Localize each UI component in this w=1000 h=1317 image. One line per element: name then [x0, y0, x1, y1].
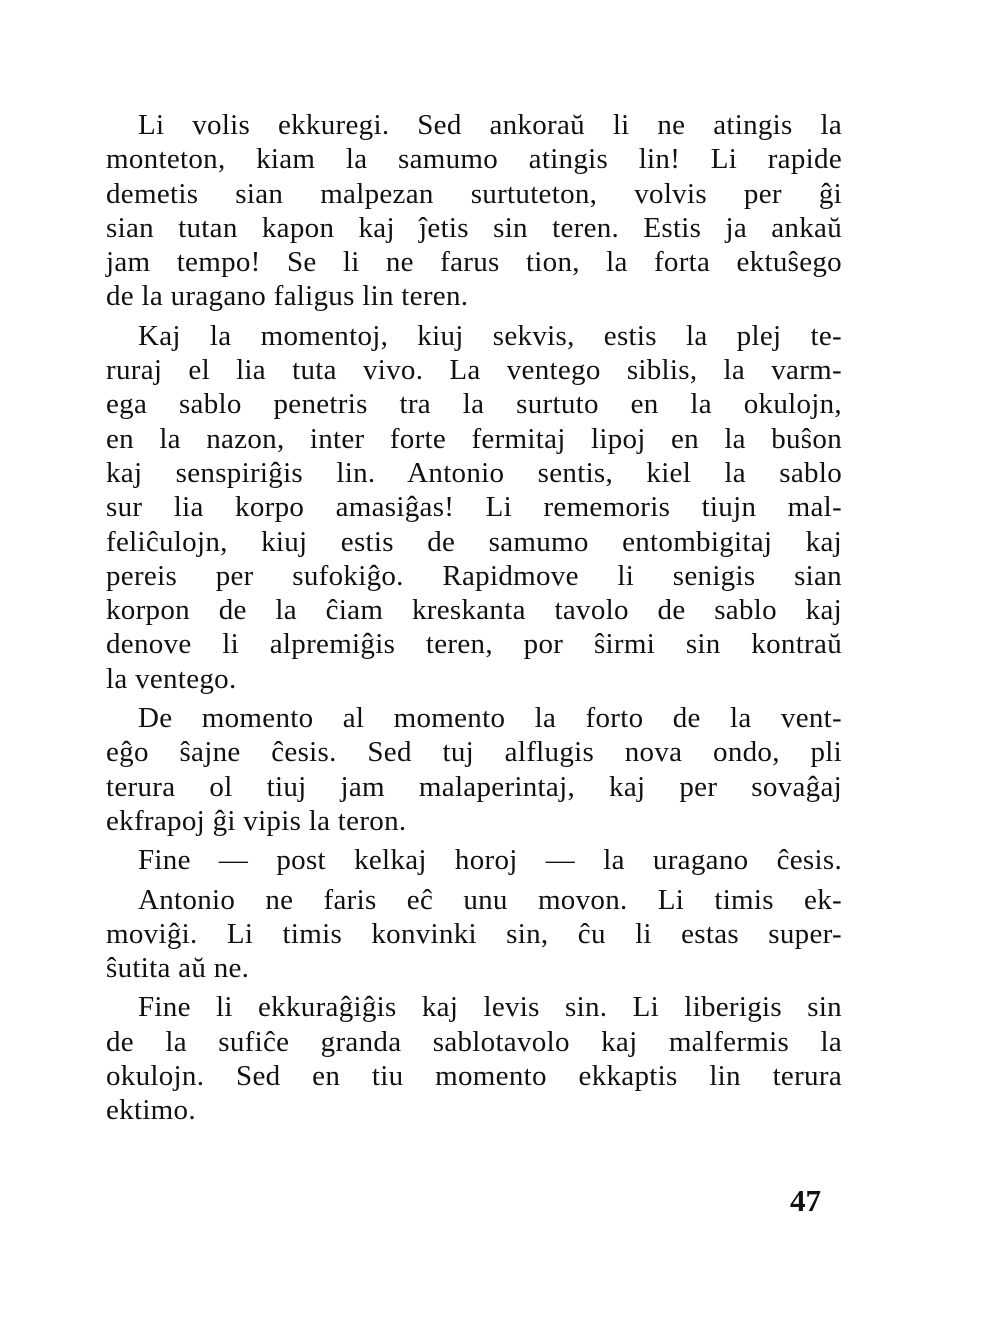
text-line: pereis per sufokiĝo. Rapidmove li senigis sian [106, 559, 842, 592]
text-line: en la nazon, inter forte fermitaj lipoj en la buŝon [106, 422, 842, 455]
paragraph [106, 990, 842, 1127]
text-line: Fine li ekkuraĝiĝis kaj levis sin. Li liberigis sin [138, 991, 842, 1024]
text-line: ŝutita aŭ ne. [106, 952, 250, 985]
text-line: monteton, kiam la samumo atingis lin! Li rapide [106, 143, 842, 176]
text-line: de la sufiĉe granda sablotavolo kaj malfermis la [106, 1025, 842, 1058]
text-line: moviĝi. Li timis konvinki sin, ĉu li estas super- [106, 917, 842, 950]
text-line: eĝo ŝajne ĉesis. Sed tuj alflugis nova ondo, pli [106, 736, 842, 769]
text-line: la ventego. [106, 662, 237, 695]
text-line: Li volis ekkuregi. Sed ankoraŭ li ne atingis la [138, 109, 842, 141]
paragraph [106, 701, 842, 838]
text-line: kaj senspiriĝis lin. Antonio sentis, kiel la sablo [106, 456, 842, 489]
text-line: demetis sian malpezan surtuteton, volvis per ĝi [106, 177, 842, 210]
text-line: sur lia korpo amasiĝas! Li rememoris tiujn mal- [106, 491, 842, 524]
text-line: de la uragano faligus lin teren. [106, 280, 469, 313]
text-line: okulojn. Sed en tiu momento ekkaptis lin terura [106, 1060, 842, 1093]
page-number: 47 [790, 1183, 821, 1218]
text-line: Antonio ne faris eĉ unu movon. Li timis ek- [138, 883, 842, 916]
text-line: korpon de la ĉiam kreskanta tavolo de sablo kaj [106, 594, 842, 627]
text-line: jam tempo! Se li ne farus tion, la forta ektuŝego [106, 246, 842, 279]
text-line: ekfrapoj ĝi vipis la teron. [106, 804, 407, 837]
paragraph [106, 883, 842, 986]
text-line: Fine — post kelkaj horoj — la uragano ĉesis. [138, 844, 842, 877]
text-line: feliĉulojn, kiuj estis de samumo entombigitaj kaj [106, 525, 842, 558]
text-line: ektimo. [106, 1094, 196, 1127]
text-line: denove li alpremiĝis teren, por ŝirmi sin kontraŭ [106, 628, 842, 661]
text-line: Kaj la momentoj, kiuj sekvis, estis la plej te- [138, 319, 842, 352]
text-line: terura ol tiuj jam malaperintaj, kaj per sovaĝaj [106, 770, 842, 803]
body-text [106, 108, 842, 1128]
paragraph [106, 843, 842, 877]
text-line: ega sablo penetris tra la surtuto en la okulojn, [106, 388, 842, 421]
text-line: sian tutan kapon kaj ĵetis sin teren. Estis ja ankaŭ [106, 211, 842, 244]
paragraph [106, 108, 842, 314]
text-line: De momento al momento la forto de la vent- [138, 702, 842, 735]
text-line: ruraj el lia tuta vivo. La ventego siblis, la varm- [106, 354, 842, 387]
paragraph [106, 319, 842, 696]
